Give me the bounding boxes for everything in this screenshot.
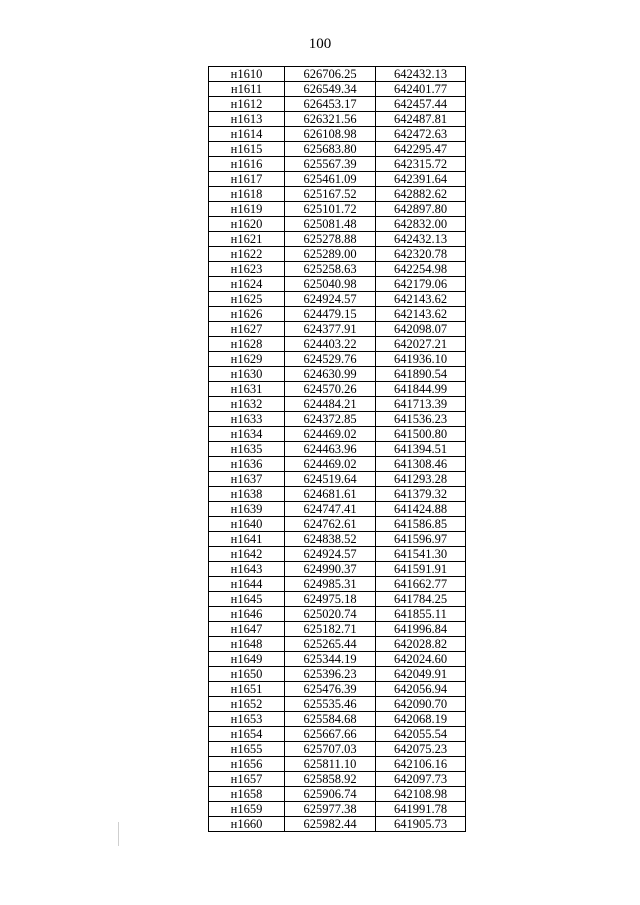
point-id-cell: н1641 xyxy=(209,532,285,547)
table-row xyxy=(209,622,466,637)
table-row xyxy=(209,202,466,217)
point-id-cell: н1653 xyxy=(209,712,285,727)
y-coordinate-cell: 642068.19 xyxy=(376,712,466,727)
coordinates-table xyxy=(208,66,466,832)
y-coordinate-cell: 641500.80 xyxy=(376,427,466,442)
point-id-cell: н1644 xyxy=(209,577,285,592)
x-coordinate-cell: 625858.92 xyxy=(285,772,376,787)
y-coordinate-cell: 642024.60 xyxy=(376,652,466,667)
x-coordinate-cell: 624762.61 xyxy=(285,517,376,532)
table-row xyxy=(209,802,466,817)
y-coordinate-cell: 641936.10 xyxy=(376,352,466,367)
x-coordinate-cell: 625020.74 xyxy=(285,607,376,622)
x-coordinate-cell: 625977.38 xyxy=(285,802,376,817)
y-coordinate-cell: 642028.82 xyxy=(376,637,466,652)
y-coordinate-cell: 642143.62 xyxy=(376,292,466,307)
point-id-cell: н1643 xyxy=(209,562,285,577)
x-coordinate-cell: 626321.56 xyxy=(285,112,376,127)
table-row xyxy=(209,562,466,577)
table-row xyxy=(209,172,466,187)
y-coordinate-cell: 641662.77 xyxy=(376,577,466,592)
table-row xyxy=(209,397,466,412)
point-id-cell: н1652 xyxy=(209,697,285,712)
point-id-cell: н1635 xyxy=(209,442,285,457)
point-id-cell: н1631 xyxy=(209,382,285,397)
table-row xyxy=(209,547,466,562)
y-coordinate-cell: 642143.62 xyxy=(376,307,466,322)
point-id-cell: н1656 xyxy=(209,757,285,772)
table-row xyxy=(209,697,466,712)
point-id-cell: н1655 xyxy=(209,742,285,757)
point-id-cell: н1610 xyxy=(209,67,285,82)
point-id-cell: н1657 xyxy=(209,772,285,787)
table-row xyxy=(209,67,466,82)
coordinates-table-body xyxy=(209,67,466,832)
y-coordinate-cell: 641596.97 xyxy=(376,532,466,547)
y-coordinate-cell: 641379.32 xyxy=(376,487,466,502)
point-id-cell: н1637 xyxy=(209,472,285,487)
y-coordinate-cell: 642295.47 xyxy=(376,142,466,157)
y-coordinate-cell: 641713.39 xyxy=(376,397,466,412)
x-coordinate-cell: 625567.39 xyxy=(285,157,376,172)
x-coordinate-cell: 624463.96 xyxy=(285,442,376,457)
y-coordinate-cell: 641905.73 xyxy=(376,817,466,832)
x-coordinate-cell: 624747.41 xyxy=(285,502,376,517)
x-coordinate-cell: 624469.02 xyxy=(285,427,376,442)
x-coordinate-cell: 625584.68 xyxy=(285,712,376,727)
table-row xyxy=(209,532,466,547)
point-id-cell: н1625 xyxy=(209,292,285,307)
table-row xyxy=(209,217,466,232)
table-row xyxy=(209,97,466,112)
x-coordinate-cell: 626549.34 xyxy=(285,82,376,97)
y-coordinate-cell: 642090.70 xyxy=(376,697,466,712)
x-coordinate-cell: 625811.10 xyxy=(285,757,376,772)
x-coordinate-cell: 624469.02 xyxy=(285,457,376,472)
table-row xyxy=(209,262,466,277)
x-coordinate-cell: 624403.22 xyxy=(285,337,376,352)
x-coordinate-cell: 625278.88 xyxy=(285,232,376,247)
x-coordinate-cell: 624990.37 xyxy=(285,562,376,577)
y-coordinate-cell: 642098.07 xyxy=(376,322,466,337)
y-coordinate-cell: 642897.80 xyxy=(376,202,466,217)
table-row xyxy=(209,712,466,727)
x-coordinate-cell: 625683.80 xyxy=(285,142,376,157)
point-id-cell: н1654 xyxy=(209,727,285,742)
table-row xyxy=(209,112,466,127)
x-coordinate-cell: 624484.21 xyxy=(285,397,376,412)
point-id-cell: н1632 xyxy=(209,397,285,412)
point-id-cell: н1620 xyxy=(209,217,285,232)
x-coordinate-cell: 625667.66 xyxy=(285,727,376,742)
x-coordinate-cell: 625982.44 xyxy=(285,817,376,832)
table-row xyxy=(209,187,466,202)
point-id-cell: н1649 xyxy=(209,652,285,667)
point-id-cell: н1611 xyxy=(209,82,285,97)
y-coordinate-cell: 641394.51 xyxy=(376,442,466,457)
point-id-cell: н1624 xyxy=(209,277,285,292)
table-row xyxy=(209,577,466,592)
table-row xyxy=(209,292,466,307)
x-coordinate-cell: 625289.00 xyxy=(285,247,376,262)
y-coordinate-cell: 642457.44 xyxy=(376,97,466,112)
y-coordinate-cell: 642075.23 xyxy=(376,742,466,757)
y-coordinate-cell: 641890.54 xyxy=(376,367,466,382)
table-row xyxy=(209,607,466,622)
table-row xyxy=(209,772,466,787)
y-coordinate-cell: 642882.62 xyxy=(376,187,466,202)
point-id-cell: н1629 xyxy=(209,352,285,367)
point-id-cell: н1612 xyxy=(209,97,285,112)
y-coordinate-cell: 642254.98 xyxy=(376,262,466,277)
point-id-cell: н1613 xyxy=(209,112,285,127)
y-coordinate-cell: 642487.81 xyxy=(376,112,466,127)
x-coordinate-cell: 625265.44 xyxy=(285,637,376,652)
y-coordinate-cell: 641308.46 xyxy=(376,457,466,472)
point-id-cell: н1647 xyxy=(209,622,285,637)
x-coordinate-cell: 625081.48 xyxy=(285,217,376,232)
x-coordinate-cell: 625344.19 xyxy=(285,652,376,667)
table-row xyxy=(209,652,466,667)
point-id-cell: н1622 xyxy=(209,247,285,262)
point-id-cell: н1634 xyxy=(209,427,285,442)
y-coordinate-cell: 641784.25 xyxy=(376,592,466,607)
x-coordinate-cell: 625167.52 xyxy=(285,187,376,202)
point-id-cell: н1621 xyxy=(209,232,285,247)
point-id-cell: н1614 xyxy=(209,127,285,142)
y-coordinate-cell: 641541.30 xyxy=(376,547,466,562)
x-coordinate-cell: 624630.99 xyxy=(285,367,376,382)
x-coordinate-cell: 625182.71 xyxy=(285,622,376,637)
x-coordinate-cell: 625707.03 xyxy=(285,742,376,757)
y-coordinate-cell: 642401.77 xyxy=(376,82,466,97)
table-row xyxy=(209,457,466,472)
point-id-cell: н1619 xyxy=(209,202,285,217)
y-coordinate-cell: 641855.11 xyxy=(376,607,466,622)
y-coordinate-cell: 642056.94 xyxy=(376,682,466,697)
table-row xyxy=(209,127,466,142)
table-row xyxy=(209,742,466,757)
x-coordinate-cell: 624377.91 xyxy=(285,322,376,337)
x-coordinate-cell: 626706.25 xyxy=(285,67,376,82)
point-id-cell: н1615 xyxy=(209,142,285,157)
x-coordinate-cell: 624479.15 xyxy=(285,307,376,322)
y-coordinate-cell: 642472.63 xyxy=(376,127,466,142)
point-id-cell: н1659 xyxy=(209,802,285,817)
point-id-cell: н1650 xyxy=(209,667,285,682)
y-coordinate-cell: 642179.06 xyxy=(376,277,466,292)
table-row xyxy=(209,592,466,607)
point-id-cell: н1626 xyxy=(209,307,285,322)
x-coordinate-cell: 624372.85 xyxy=(285,412,376,427)
x-coordinate-cell: 626108.98 xyxy=(285,127,376,142)
point-id-cell: н1642 xyxy=(209,547,285,562)
y-coordinate-cell: 641536.23 xyxy=(376,412,466,427)
y-coordinate-cell: 642432.13 xyxy=(376,67,466,82)
point-id-cell: н1623 xyxy=(209,262,285,277)
table-row xyxy=(209,502,466,517)
table-row xyxy=(209,382,466,397)
table-row xyxy=(209,322,466,337)
table-row xyxy=(209,727,466,742)
point-id-cell: н1658 xyxy=(209,787,285,802)
table-row xyxy=(209,667,466,682)
point-id-cell: н1630 xyxy=(209,367,285,382)
x-coordinate-cell: 625906.74 xyxy=(285,787,376,802)
point-id-cell: н1651 xyxy=(209,682,285,697)
y-coordinate-cell: 642320.78 xyxy=(376,247,466,262)
x-coordinate-cell: 624975.18 xyxy=(285,592,376,607)
point-id-cell: н1616 xyxy=(209,157,285,172)
x-coordinate-cell: 625396.23 xyxy=(285,667,376,682)
point-id-cell: н1638 xyxy=(209,487,285,502)
table-row xyxy=(209,142,466,157)
x-coordinate-cell: 625461.09 xyxy=(285,172,376,187)
table-row xyxy=(209,682,466,697)
y-coordinate-cell: 641586.85 xyxy=(376,517,466,532)
table-row xyxy=(209,232,466,247)
table-row xyxy=(209,427,466,442)
point-id-cell: н1618 xyxy=(209,187,285,202)
point-id-cell: н1648 xyxy=(209,637,285,652)
point-id-cell: н1627 xyxy=(209,322,285,337)
table-row xyxy=(209,367,466,382)
point-id-cell: н1628 xyxy=(209,337,285,352)
y-coordinate-cell: 641591.91 xyxy=(376,562,466,577)
y-coordinate-cell: 642106.16 xyxy=(376,757,466,772)
x-coordinate-cell: 624570.26 xyxy=(285,382,376,397)
table-row xyxy=(209,472,466,487)
table-row xyxy=(209,517,466,532)
point-id-cell: н1636 xyxy=(209,457,285,472)
point-id-cell: н1640 xyxy=(209,517,285,532)
x-coordinate-cell: 625476.39 xyxy=(285,682,376,697)
point-id-cell: н1660 xyxy=(209,817,285,832)
y-coordinate-cell: 642315.72 xyxy=(376,157,466,172)
x-coordinate-cell: 624985.31 xyxy=(285,577,376,592)
x-coordinate-cell: 625535.46 xyxy=(285,697,376,712)
y-coordinate-cell: 642391.64 xyxy=(376,172,466,187)
table-row xyxy=(209,412,466,427)
table-row xyxy=(209,307,466,322)
x-coordinate-cell: 624924.57 xyxy=(285,292,376,307)
point-id-cell: н1617 xyxy=(209,172,285,187)
point-id-cell: н1639 xyxy=(209,502,285,517)
table-row xyxy=(209,442,466,457)
y-coordinate-cell: 641424.88 xyxy=(376,502,466,517)
x-coordinate-cell: 625040.98 xyxy=(285,277,376,292)
table-row xyxy=(209,787,466,802)
x-coordinate-cell: 624924.57 xyxy=(285,547,376,562)
x-coordinate-cell: 624519.64 xyxy=(285,472,376,487)
table-row xyxy=(209,487,466,502)
table-row xyxy=(209,757,466,772)
table-row xyxy=(209,247,466,262)
y-coordinate-cell: 641293.28 xyxy=(376,472,466,487)
y-coordinate-cell: 641991.78 xyxy=(376,802,466,817)
y-coordinate-cell: 641844.99 xyxy=(376,382,466,397)
point-id-cell: н1646 xyxy=(209,607,285,622)
y-coordinate-cell: 642108.98 xyxy=(376,787,466,802)
y-coordinate-cell: 642832.00 xyxy=(376,217,466,232)
y-coordinate-cell: 642055.54 xyxy=(376,727,466,742)
table-row xyxy=(209,277,466,292)
y-coordinate-cell: 642097.73 xyxy=(376,772,466,787)
margin-mark xyxy=(118,822,119,846)
y-coordinate-cell: 642027.21 xyxy=(376,337,466,352)
x-coordinate-cell: 624681.61 xyxy=(285,487,376,502)
point-id-cell: н1645 xyxy=(209,592,285,607)
table-row xyxy=(209,82,466,97)
table-row xyxy=(209,817,466,832)
x-coordinate-cell: 625258.63 xyxy=(285,262,376,277)
page-number: 100 xyxy=(308,36,332,52)
table-row xyxy=(209,337,466,352)
table-row xyxy=(209,637,466,652)
y-coordinate-cell: 642049.91 xyxy=(376,667,466,682)
y-coordinate-cell: 642432.13 xyxy=(376,232,466,247)
x-coordinate-cell: 624838.52 xyxy=(285,532,376,547)
y-coordinate-cell: 641996.84 xyxy=(376,622,466,637)
x-coordinate-cell: 625101.72 xyxy=(285,202,376,217)
x-coordinate-cell: 624529.76 xyxy=(285,352,376,367)
x-coordinate-cell: 626453.17 xyxy=(285,97,376,112)
table-row xyxy=(209,352,466,367)
table-row xyxy=(209,157,466,172)
point-id-cell: н1633 xyxy=(209,412,285,427)
